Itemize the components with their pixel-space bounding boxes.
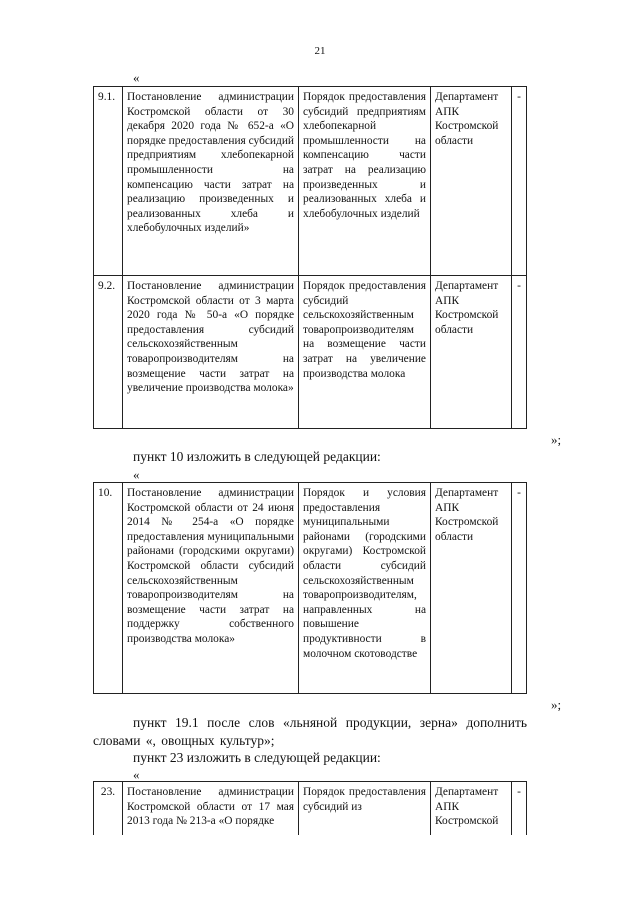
table-row xyxy=(94,87,527,276)
open-quote: « xyxy=(133,70,140,85)
page-bottom-margin xyxy=(0,835,640,897)
dash-cell: - xyxy=(512,782,527,852)
dash-cell: - xyxy=(512,483,527,694)
procedure-name-cell: Порядок предоставления субсидий предприятиям хлебопекарной промышленности на компенсацию части затрат на реализацию произведенных и реализованных хлеба и хлебобулочных изделий xyxy=(299,87,431,276)
legal-basis-cell: Постановление администрации Костромской области от 17 мая 2013 года № 213-а «О порядке xyxy=(123,782,299,852)
procedure-name-cell: Порядок предоставления субсидий из xyxy=(299,782,431,852)
close-quote: »; xyxy=(551,432,562,447)
paragraph-item-23: пункт 23 изложить в следующей редакции: xyxy=(133,750,381,765)
table-block-2 xyxy=(93,482,527,694)
table-block-1 xyxy=(93,86,527,429)
table-row xyxy=(94,276,527,429)
department-cell: Департамент АПК Костромской области xyxy=(431,483,512,694)
department-cell: Департамент АПК Костромской области xyxy=(431,87,512,276)
department-cell: Департамент АПК Костромской области xyxy=(431,276,512,429)
page-number: 21 xyxy=(314,45,326,57)
procedure-name-cell: Порядок предоставления субсидий сельскохозяйственным товаропроизводителям на возмещение части затрат на увеличение производства молока xyxy=(299,276,431,429)
table-row xyxy=(94,483,527,694)
paragraph-item-19-1: пункт 19.1 после слов «льняной продукции, зерна» дополнить словами «, овощных культур»; xyxy=(93,715,527,748)
procedure-name-cell: Порядок и условия предоставления муниципальными районами (городскими округами) Костромской области субсидий сельскохозяйственным товаропроизводителям, направленных на повышение продуктивности в молочном скотоводстве xyxy=(299,483,431,694)
legal-basis-cell: Постановление администрации Костромской области от 24 июня 2014 № 254-а «О порядке предоставления муниципальными районами (городскими округами) Костромской области субсидий сельскохозяйственным товаропроизводителям на возмещение части затрат на поддержку собственного производства молока» xyxy=(123,483,299,694)
dash-cell: - xyxy=(512,87,527,276)
close-quote: »; xyxy=(551,697,562,712)
row-number: 23. xyxy=(94,782,123,852)
dash-cell: - xyxy=(512,276,527,429)
open-quote: « xyxy=(133,767,140,782)
row-number: 9.2. xyxy=(94,276,123,429)
department-cell: Департамент АПК Костромской xyxy=(431,782,512,852)
legal-basis-cell: Постановление администрации Костромской области от 30 декабря 2020 года № 652-а «О порядке предоставления субсидий предприятиям хлебопекарной промышленности на компенсацию части затрат на реализацию произведенных и реализованных хлеба и хлебобулочных изделий» xyxy=(123,87,299,276)
row-number: 9.1. xyxy=(94,87,123,276)
legal-basis-cell: Постановление администрации Костромской области от 3 марта 2020 года № 50-а «О порядке предоставления субсидий сельскохозяйственным товаропроизводителям на возмещение части затрат на увеличение производства молока» xyxy=(123,276,299,429)
row-number: 10. xyxy=(94,483,123,694)
open-quote: « xyxy=(133,467,140,482)
paragraph-item-10: пункт 10 изложить в следующей редакции: xyxy=(133,449,381,464)
